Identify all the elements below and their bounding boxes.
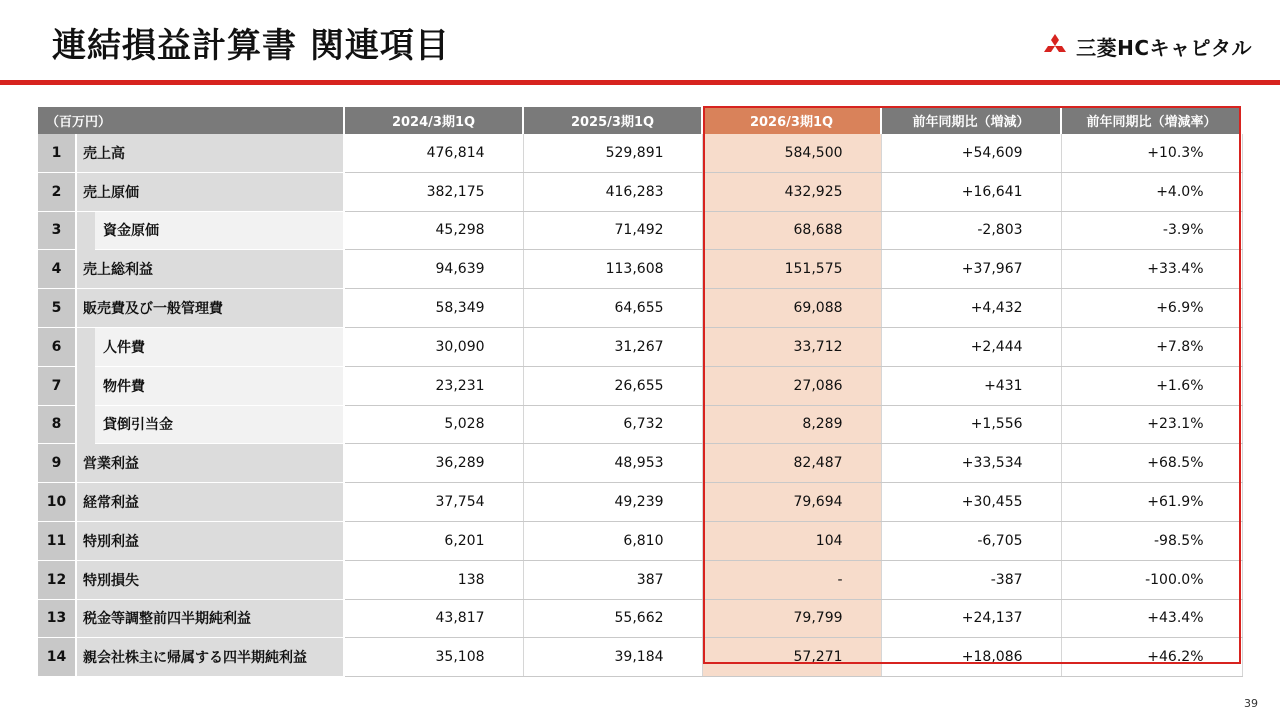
col-header-fy2024q1: 2024/3期1Q bbox=[344, 107, 523, 134]
col-header-yoy-rate: 前年同期比（増減率） bbox=[1061, 107, 1242, 134]
table-row bbox=[38, 134, 1242, 172]
value-fy2025q1: 39,184 bbox=[523, 638, 702, 677]
table-row bbox=[38, 172, 1242, 211]
unit-label: （百万円） bbox=[38, 107, 344, 134]
three-diamonds-logo-icon bbox=[1042, 34, 1068, 58]
row-label: 売上高 bbox=[76, 134, 344, 172]
value-fy2025q1: 48,953 bbox=[523, 444, 702, 483]
value-fy2025q1: 31,267 bbox=[523, 327, 702, 366]
value-yoy-change: -2,803 bbox=[881, 211, 1061, 250]
row-number: 14 bbox=[38, 638, 76, 677]
value-fy2025q1: 113,608 bbox=[523, 250, 702, 289]
value-fy2025q1: 55,662 bbox=[523, 599, 702, 638]
value-fy2026q1: 68,688 bbox=[702, 211, 881, 250]
row-number: 2 bbox=[38, 172, 76, 211]
value-yoy-change: +1,556 bbox=[881, 405, 1061, 444]
row-label: 売上総利益 bbox=[76, 250, 344, 289]
value-fy2024q1: 5,028 bbox=[344, 405, 523, 444]
value-fy2024q1: 37,754 bbox=[344, 483, 523, 522]
value-yoy-rate: +4.0% bbox=[1061, 172, 1242, 211]
value-yoy-rate: -98.5% bbox=[1061, 521, 1242, 560]
value-yoy-change: +30,455 bbox=[881, 483, 1061, 522]
value-fy2024q1: 94,639 bbox=[344, 250, 523, 289]
value-fy2025q1: 529,891 bbox=[523, 134, 702, 172]
value-yoy-change: -6,705 bbox=[881, 521, 1061, 560]
value-fy2026q1: 104 bbox=[702, 521, 881, 560]
value-yoy-rate: +61.9% bbox=[1061, 483, 1242, 522]
value-yoy-change: +54,609 bbox=[881, 134, 1061, 172]
row-label: 税金等調整前四半期純利益 bbox=[76, 599, 344, 638]
value-fy2024q1: 58,349 bbox=[344, 289, 523, 328]
row-label: 営業利益 bbox=[76, 444, 344, 483]
value-fy2024q1: 45,298 bbox=[344, 211, 523, 250]
row-number: 12 bbox=[38, 560, 76, 599]
logo-text: 三菱HCキャピタル bbox=[1076, 35, 1252, 60]
title-rule bbox=[0, 80, 1280, 85]
table-row bbox=[38, 327, 1242, 366]
table-row bbox=[38, 638, 1242, 677]
table-row bbox=[38, 560, 1242, 599]
value-fy2024q1: 30,090 bbox=[344, 327, 523, 366]
table-row bbox=[38, 405, 1242, 444]
row-number: 1 bbox=[38, 134, 76, 172]
value-fy2024q1: 382,175 bbox=[344, 172, 523, 211]
row-label: 売上原価 bbox=[76, 172, 344, 211]
table-row bbox=[38, 366, 1242, 405]
row-number: 6 bbox=[38, 327, 76, 366]
value-yoy-rate: +68.5% bbox=[1061, 444, 1242, 483]
income-statement-table bbox=[38, 107, 1243, 677]
value-fy2026q1: 69,088 bbox=[702, 289, 881, 328]
value-fy2026q1: 432,925 bbox=[702, 172, 881, 211]
value-fy2024q1: 36,289 bbox=[344, 444, 523, 483]
value-yoy-change: +431 bbox=[881, 366, 1061, 405]
value-yoy-rate: -3.9% bbox=[1061, 211, 1242, 250]
value-yoy-rate: +1.6% bbox=[1061, 366, 1242, 405]
row-number: 7 bbox=[38, 366, 76, 405]
value-fy2025q1: 416,283 bbox=[523, 172, 702, 211]
value-fy2024q1: 476,814 bbox=[344, 134, 523, 172]
value-fy2024q1: 6,201 bbox=[344, 521, 523, 560]
value-yoy-change: +16,641 bbox=[881, 172, 1061, 211]
table-row bbox=[38, 599, 1242, 638]
value-yoy-rate: +23.1% bbox=[1061, 405, 1242, 444]
value-fy2024q1: 23,231 bbox=[344, 366, 523, 405]
row-label: 貸倒引当金 bbox=[76, 405, 344, 444]
col-header-yoy-change: 前年同期比（増減） bbox=[881, 107, 1061, 134]
row-label: 経常利益 bbox=[76, 483, 344, 522]
table-row bbox=[38, 444, 1242, 483]
value-fy2025q1: 26,655 bbox=[523, 366, 702, 405]
value-fy2024q1: 43,817 bbox=[344, 599, 523, 638]
value-yoy-change: +4,432 bbox=[881, 289, 1061, 328]
row-label: 物件費 bbox=[76, 366, 344, 405]
row-number: 11 bbox=[38, 521, 76, 560]
value-yoy-change: +33,534 bbox=[881, 444, 1061, 483]
row-label: 特別利益 bbox=[76, 521, 344, 560]
value-yoy-change: +18,086 bbox=[881, 638, 1061, 677]
page-title: 連結損益計算書 関連項目 bbox=[52, 26, 450, 66]
value-yoy-rate: +6.9% bbox=[1061, 289, 1242, 328]
row-label: 資金原価 bbox=[76, 211, 344, 250]
value-yoy-rate: +46.2% bbox=[1061, 638, 1242, 677]
value-fy2025q1: 6,732 bbox=[523, 405, 702, 444]
value-fy2025q1: 49,239 bbox=[523, 483, 702, 522]
value-yoy-rate: -100.0% bbox=[1061, 560, 1242, 599]
table-row bbox=[38, 289, 1242, 328]
row-number: 9 bbox=[38, 444, 76, 483]
table-row bbox=[38, 250, 1242, 289]
value-fy2025q1: 64,655 bbox=[523, 289, 702, 328]
value-fy2026q1: 82,487 bbox=[702, 444, 881, 483]
value-fy2026q1: 27,086 bbox=[702, 366, 881, 405]
row-number: 5 bbox=[38, 289, 76, 328]
value-yoy-change: -387 bbox=[881, 560, 1061, 599]
col-header-fy2025q1: 2025/3期1Q bbox=[523, 107, 702, 134]
value-yoy-change: +2,444 bbox=[881, 327, 1061, 366]
row-number: 4 bbox=[38, 250, 76, 289]
row-number: 8 bbox=[38, 405, 76, 444]
row-number: 3 bbox=[38, 211, 76, 250]
value-yoy-change: +37,967 bbox=[881, 250, 1061, 289]
row-label: 特別損失 bbox=[76, 560, 344, 599]
value-fy2026q1: 584,500 bbox=[702, 134, 881, 172]
value-fy2026q1: 151,575 bbox=[702, 250, 881, 289]
row-number: 13 bbox=[38, 599, 76, 638]
value-fy2026q1: 57,271 bbox=[702, 638, 881, 677]
row-label: 親会社株主に帰属する四半期純利益 bbox=[76, 638, 344, 677]
table-row bbox=[38, 211, 1242, 250]
table-header-row bbox=[38, 107, 1242, 134]
value-fy2026q1: 79,694 bbox=[702, 483, 881, 522]
col-header-fy2026q1: 2026/3期1Q bbox=[702, 107, 881, 134]
value-yoy-rate: +43.4% bbox=[1061, 599, 1242, 638]
table-row bbox=[38, 483, 1242, 522]
row-label: 販売費及び一般管理費 bbox=[76, 289, 344, 328]
value-yoy-change: +24,137 bbox=[881, 599, 1061, 638]
row-label: 人件費 bbox=[76, 327, 344, 366]
company-logo bbox=[1042, 30, 1252, 62]
value-yoy-rate: +10.3% bbox=[1061, 134, 1242, 172]
page-number: 39 bbox=[1244, 697, 1258, 710]
value-fy2024q1: 138 bbox=[344, 560, 523, 599]
value-fy2025q1: 6,810 bbox=[523, 521, 702, 560]
value-fy2025q1: 71,492 bbox=[523, 211, 702, 250]
value-fy2024q1: 35,108 bbox=[344, 638, 523, 677]
value-fy2026q1: 33,712 bbox=[702, 327, 881, 366]
value-fy2026q1: - bbox=[702, 560, 881, 599]
row-number: 10 bbox=[38, 483, 76, 522]
value-fy2026q1: 79,799 bbox=[702, 599, 881, 638]
value-yoy-rate: +7.8% bbox=[1061, 327, 1242, 366]
value-fy2025q1: 387 bbox=[523, 560, 702, 599]
table-row bbox=[38, 521, 1242, 560]
value-yoy-rate: +33.4% bbox=[1061, 250, 1242, 289]
value-fy2026q1: 8,289 bbox=[702, 405, 881, 444]
